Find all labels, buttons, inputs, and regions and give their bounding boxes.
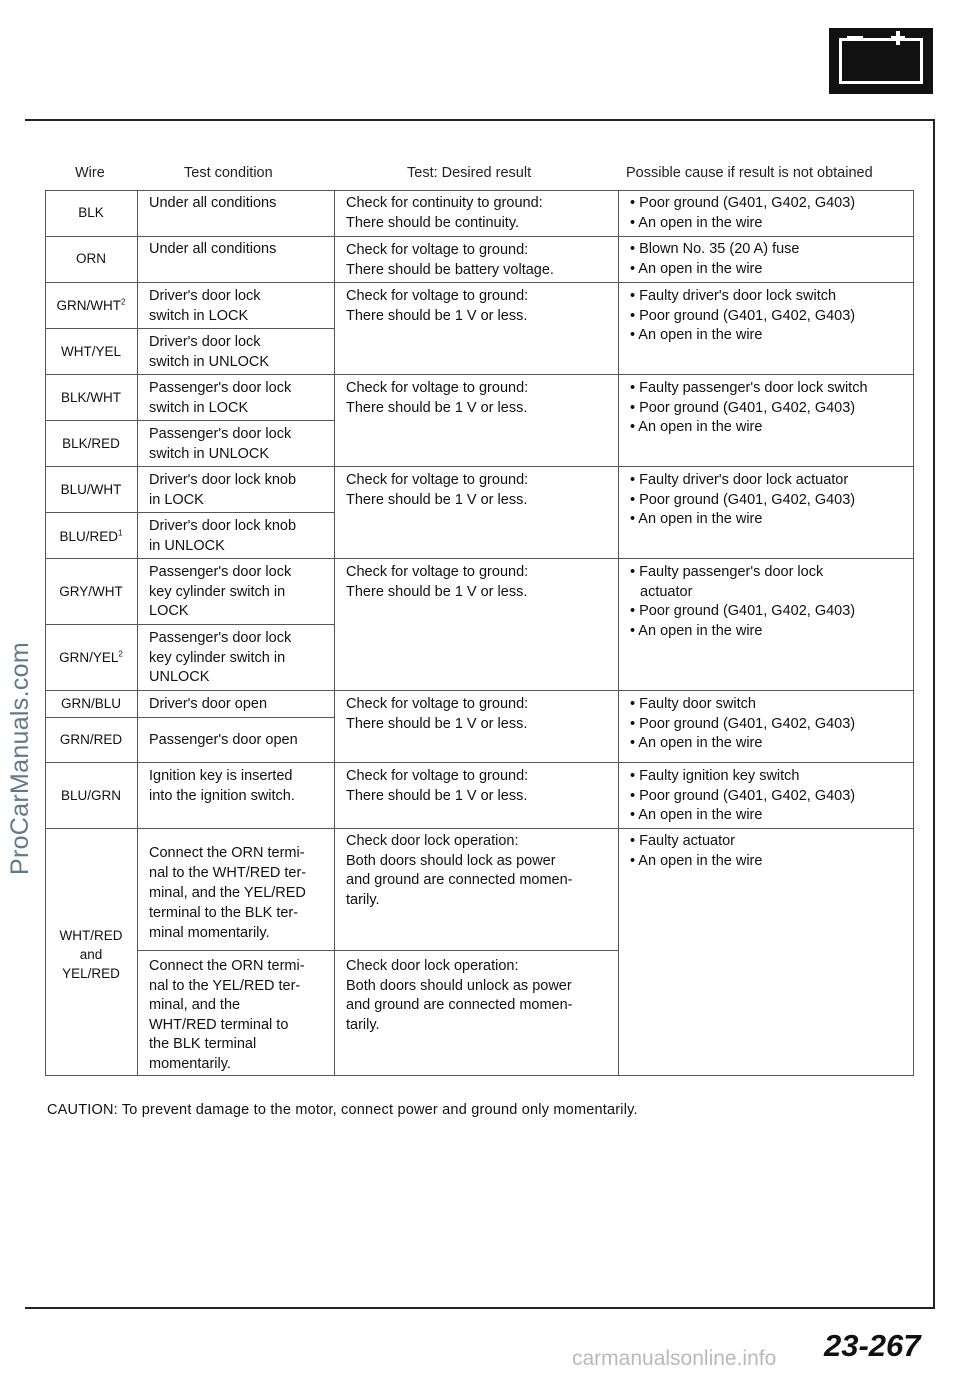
wire-label: YEL/RED	[62, 966, 120, 981]
condition-cell: Passenger's door lock key cylinder switch in UNLOCK	[149, 630, 292, 685]
bottom-watermark: carmanualsonline.info	[572, 1347, 777, 1370]
row-divider	[45, 690, 914, 691]
condition-cell: Under all conditions	[149, 195, 277, 211]
cause-cell: • Faulty passenger's door lock actuator • Poor ground (G401, G402, G403) • An open in the wire	[630, 564, 856, 639]
condition-cell: Driver's door lock knob in LOCK	[149, 472, 297, 508]
battery-icon-outline	[839, 38, 923, 84]
column-divider	[618, 190, 619, 1076]
result-cell: Check door lock operation: Both doors should unlock as power and ground are connected momen- tarily.	[346, 958, 573, 1033]
right-rule	[933, 119, 935, 1309]
row-divider	[137, 950, 619, 951]
header-wire: Wire	[75, 165, 105, 181]
cause-cell: • Faulty door switch • Poor ground (G401, G402, G403) • An open in the wire	[630, 696, 856, 751]
battery-icon	[829, 28, 933, 94]
condition-cell: Connect the ORN termi- nal to the WHT/RED ter- minal, and the YEL/RED terminal to the BLK ter- minal momentarily.	[149, 845, 307, 941]
cause-cell: • Blown No. 35 (20 A) fuse • An open in the wire	[630, 241, 800, 277]
wire-label: BLK/RED	[62, 436, 120, 451]
wire-label: ORN	[76, 251, 106, 266]
row-divider	[45, 762, 914, 763]
row-divider	[45, 374, 914, 375]
row-divider	[45, 828, 914, 829]
wire-label: GRN/BLU	[60, 696, 121, 711]
header-test-condition: Test condition	[184, 165, 273, 181]
condition-cell: Passenger's door lock switch in UNLOCK	[149, 426, 292, 462]
condition-cell: Under all conditions	[149, 241, 277, 257]
condition-cell: Driver's door open	[149, 696, 268, 712]
result-cell: Check for voltage to ground: There should be 1 V or less.	[346, 472, 529, 508]
result-cell: Check for voltage to ground: There should be 1 V or less.	[346, 380, 529, 416]
condition-cell: Driver's door lock switch in LOCK	[149, 288, 261, 324]
table-right-border	[913, 190, 914, 1076]
condition-cell: Driver's door lock knob in UNLOCK	[149, 518, 297, 554]
condition-cell: Driver's door lock switch in UNLOCK	[149, 334, 270, 370]
row-divider	[45, 420, 335, 421]
row-divider	[45, 717, 335, 718]
condition-cell: Passenger's door open	[149, 732, 298, 748]
result-cell: Check for continuity to ground: There should be continuity.	[346, 195, 543, 231]
wire-label-conjunction: and	[79, 947, 103, 962]
bottom-rule	[25, 1307, 935, 1309]
caution-note: CAUTION: To prevent damage to the motor, connect power and ground only momentarily.	[47, 1102, 638, 1118]
header-possible-cause: Possible cause if result is not obtained	[626, 165, 873, 181]
cause-cell: • Faulty ignition key switch • Poor ground (G401, G402, G403) • An open in the wire	[630, 768, 856, 823]
table-bottom-border	[45, 1075, 914, 1076]
page-number: 23-267	[824, 1328, 921, 1363]
result-cell: Check for voltage to ground: There should be 1 V or less.	[346, 288, 529, 324]
cause-cell: • Faulty driver's door lock actuator • Poor ground (G401, G402, G403) • An open in the wire	[630, 472, 856, 527]
condition-cell: Passenger's door lock key cylinder switch in LOCK	[149, 564, 292, 619]
row-divider	[45, 558, 914, 559]
column-divider	[334, 190, 335, 1076]
cause-cell: • Poor ground (G401, G402, G403) • An open in the wire	[630, 195, 856, 231]
wire-label: GRN/WHT$^2$	[56, 297, 126, 313]
side-watermark: ProCarManuals.com	[6, 642, 34, 875]
result-cell: Check for voltage to ground: There should be 1 V or less.	[346, 564, 529, 600]
row-divider	[45, 282, 914, 283]
condition-cell: Connect the ORN termi- nal to the YEL/RED ter- minal, and the WHT/RED terminal to the BLK terminal momentarily.	[149, 958, 305, 1072]
row-divider	[45, 512, 335, 513]
row-divider	[45, 236, 914, 237]
table-top-border	[45, 190, 914, 191]
wire-label: BLU/WHT	[60, 482, 122, 497]
battery-minus-sign	[847, 36, 863, 40]
header-desired-result: Test: Desired result	[407, 165, 532, 181]
cause-cell: • Faulty actuator • An open in the wire	[630, 833, 763, 869]
wire-label: GRN/YEL$^2$	[59, 649, 123, 665]
wire-label: BLK	[78, 205, 104, 220]
battery-plus-sign-vertical	[896, 31, 900, 45]
wire-label: BLK/WHT	[60, 390, 121, 405]
result-cell: Check for voltage to ground: There should be battery voltage.	[346, 242, 554, 278]
wire-label: GRY/WHT	[59, 584, 123, 599]
condition-cell: Ignition key is inserted into the ignition switch.	[149, 768, 295, 804]
result-cell: Check for voltage to ground: There should be 1 V or less.	[346, 768, 529, 804]
wire-label: GRN/RED	[59, 732, 123, 747]
column-divider	[137, 190, 138, 1076]
row-divider	[45, 466, 914, 467]
row-divider	[45, 624, 335, 625]
wire-label: BLU/GRN	[60, 788, 121, 803]
wire-label: WHT/RED	[59, 928, 123, 943]
row-divider	[45, 328, 335, 329]
result-cell: Check for voltage to ground: There should be 1 V or less.	[346, 696, 529, 732]
top-rule	[25, 119, 935, 121]
wire-label-group	[45, 926, 137, 983]
cause-cell: • Faulty passenger's door lock switch • Poor ground (G401, G402, G403) • An open in the wire	[630, 380, 868, 435]
condition-cell: Passenger's door lock switch in LOCK	[149, 380, 292, 416]
wire-label: WHT/YEL	[60, 344, 121, 359]
wire-label: BLU/RED$^1$	[59, 528, 123, 544]
result-cell: Check door lock operation: Both doors should lock as power and ground are connected momen- tarily.	[346, 833, 573, 908]
cause-cell: • Faulty driver's door lock switch • Poor ground (G401, G402, G403) • An open in the wire	[630, 288, 856, 343]
